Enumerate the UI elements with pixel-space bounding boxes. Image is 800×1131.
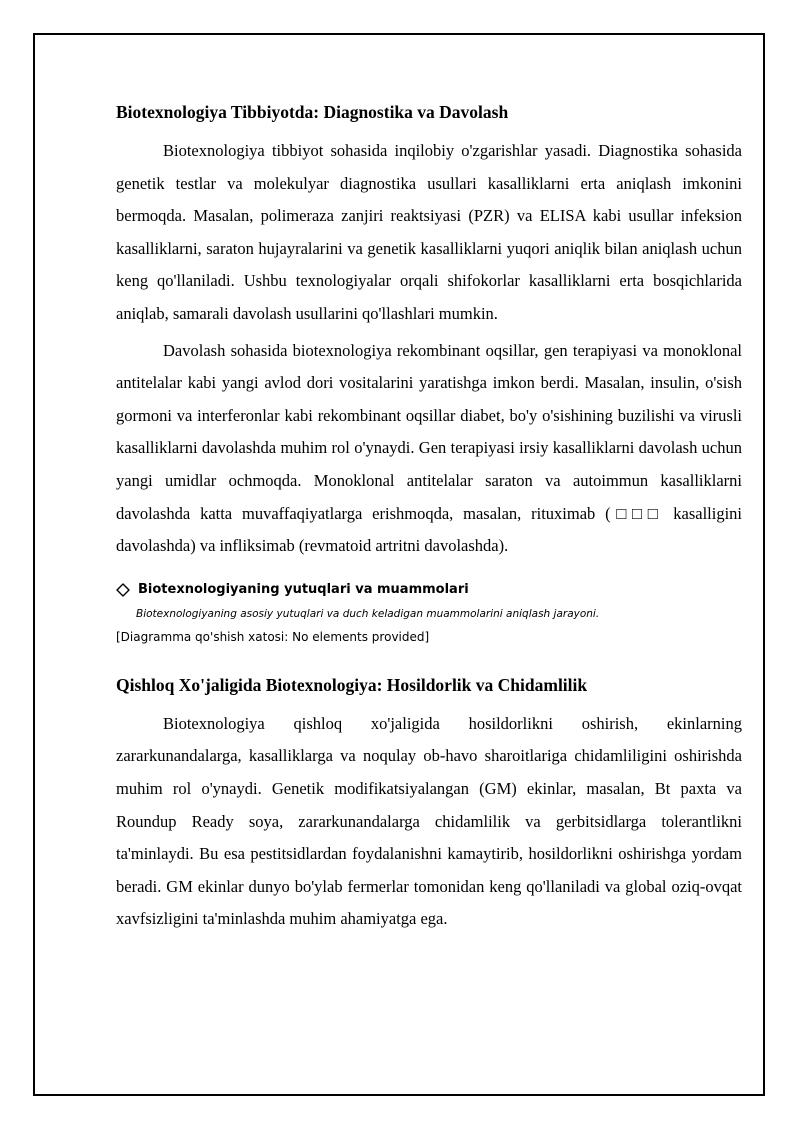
section-heading-agriculture: Qishloq Xo'jaligida Biotexnologiya: Hosildorlik va Chidamlilik <box>116 674 588 695</box>
diagram-error-message: [Diagramma qo'shish xatosi: No elements provided] <box>116 629 430 644</box>
document-body <box>116 100 742 940</box>
diagram-block <box>116 581 742 645</box>
paragraph-treatment: Davolash sohasida biotexnologiya rekombinant oqsillar, gen terapiyasi va monoklonal antitelalar kabi yangi avlod dori vositalarini yaratishga imkon berdi. Masalan, insulin, o'sish gormoni va interferonlar kabi rekombinant oqsillar diabet, bo'y o'sishining buzilishi va virusli kasalliklarni davolashda muhim rol o'ynaydi. Gen terapiyasi irsiy kasalliklarni davolash uchun yangi umidlar ochmoqda. Monoklonal antitelalar saraton va autoimmun kasalliklarni davolashda katta muvaffaqiyatlarga erishmoqda, masalan, rituximab (□□□ kasalligini davolashda) va infliksimab (revmatoid artritni davolashda). <box>116 340 742 556</box>
paragraph-diagnostics: Biotexnologiya tibbiyot sohasida inqilobiy o'zgarishlar yasadi. Diagnostika sohasida genetik testlar va molekulyar diagnostika usullari kasalliklarni erta aniqlash imkonini bermoqda. Masalan, polimeraza zanjiri reaktsiyasi (PZR) va ELISA kabi usullar infeksion kasalliklarni, saraton hujayralarini va genetik kasalliklarni yuqori aniqlik bilan aniqlash uchun keng qo'llaniladi. Ushbu texnologiyalar orqali shifokorlar kasalliklarni erta bosqichlarida aniqlab, samarali davolash usullarini qo'llashlari mumkin. <box>116 141 742 323</box>
diagram-caption: Biotexnologiyaning asosiy yutuqlari va duch keladigan muammolarini aniqlash jarayoni. <box>136 607 600 620</box>
diagram-title: Biotexnologiyaning yutuqlari va muammolari <box>138 581 469 597</box>
diamond-icon <box>116 583 130 597</box>
section-heading-medicine: Biotexnologiya Tibbiyotda: Diagnostika va Davolash <box>116 102 509 122</box>
diagram-title-row <box>116 581 742 599</box>
paragraph-agriculture: Biotexnologiya qishloq xo'jaligida hosildorlikni oshirish, ekinlarning zararkunandalarga, kasalliklarga va noqulay ob-havo sharoitlariga chidamliligini oshirishda muhim rol o'ynaydi. Genetik modifikatsiyalangan (GM) ekinlar, masalan, Bt paxta va Roundup Ready soya, zararkunandalarga chidamlilik va gerbitsidlarga tolerantlikni ta'minlaydi. Bu esa pestitsidlardan foydalanishni kamaytirib, hosildorlikni oshirishga yordam beradi. GM ekinlar dunyo bo'ylab fermerlar tomonidan keng qo'llaniladi va global oziq-ovqat xavfsizligini ta'minlashda muhim ahamiyatga ega. <box>116 713 742 929</box>
